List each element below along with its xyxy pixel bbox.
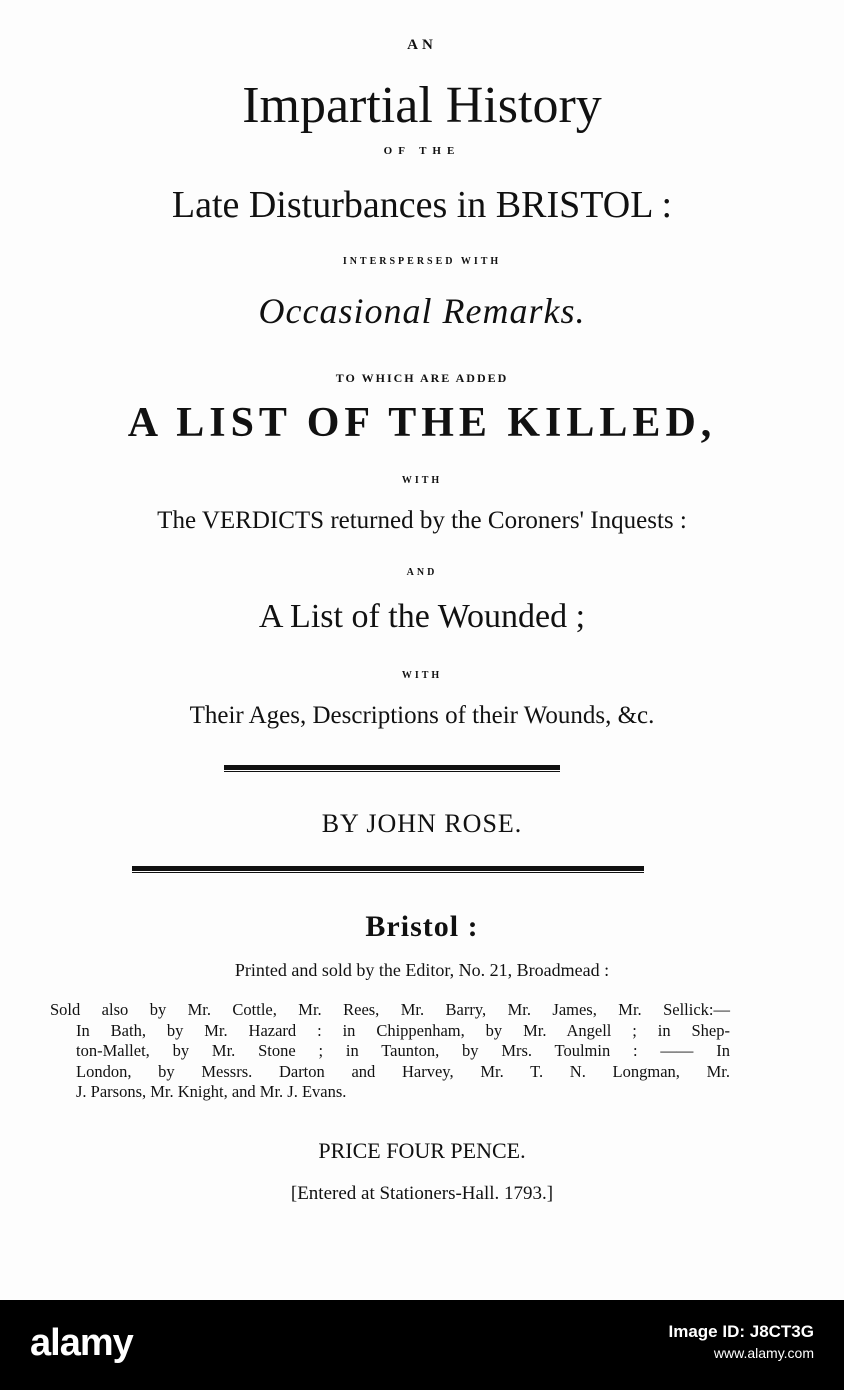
place-bristol: Bristol :: [365, 910, 479, 943]
image-id: Image ID: J8CT3G: [668, 1322, 814, 1341]
image-info: [669, 1320, 815, 1363]
divider-rule-top: [224, 765, 560, 770]
price-line: PRICE FOUR PENCE.: [318, 1138, 526, 1163]
list-of-killed: A LIST OF THE KILLED,: [127, 400, 717, 446]
alamy-logo: alamy: [30, 1322, 133, 1364]
sold-line: London, by Messrs. Darton and Harvey, Mr. T. N. Longman, Mr.: [76, 1061, 730, 1081]
subtitle: Late Disturbances in BRISTOL :: [171, 184, 673, 226]
with-label-1: WITH: [401, 475, 443, 486]
article-an: AN: [407, 37, 437, 53]
and-label: AND: [406, 567, 438, 578]
entered-line: [Entered at Stationers-Hall. 1793.]: [290, 1183, 554, 1204]
author-line: BY JOHN ROSE.: [321, 809, 523, 838]
site-url: www.alamy.com: [713, 1344, 814, 1361]
sold-line: In Bath, by Mr. Hazard : in Chippenham, by Mr. Angell ; in Shep-: [76, 1020, 730, 1040]
sold-also-paragraph: [50, 1000, 730, 1103]
list-of-wounded: A List of the Wounded ;: [258, 598, 586, 635]
occasional-remarks: Occasional Remarks.: [258, 291, 586, 331]
sold-line: J. Parsons, Mr. Knight, and Mr. J. Evans.: [76, 1082, 347, 1101]
ages-line: Their Ages, Descriptions of their Wounds, &c.: [189, 702, 655, 729]
interspersed-label: INTERSPERSED WITH: [342, 256, 502, 267]
sold-line: ton-Mallet, by Mr. Stone ; in Taunton, by Mrs. Toulmin : —— In: [76, 1041, 730, 1060]
watermark-footer: [0, 1300, 844, 1390]
with-label-2: WITH: [401, 670, 443, 681]
sold-line: Sold also by Mr. Cottle, Mr. Rees, Mr. Barry, Mr. James, Mr. Sellick:—: [50, 1000, 730, 1019]
verdicts-line: The VERDICTS returned by the Coroners' Inquests :: [157, 507, 687, 534]
divider-rule-bottom: [132, 866, 644, 871]
main-title: Impartial History: [242, 77, 602, 134]
to-which-label: TO WHICH ARE ADDED: [335, 371, 509, 385]
of-the-label: OF THE: [383, 145, 461, 157]
printed-line: Printed and sold by the Editor, No. 21, Broadmead :: [234, 960, 610, 980]
